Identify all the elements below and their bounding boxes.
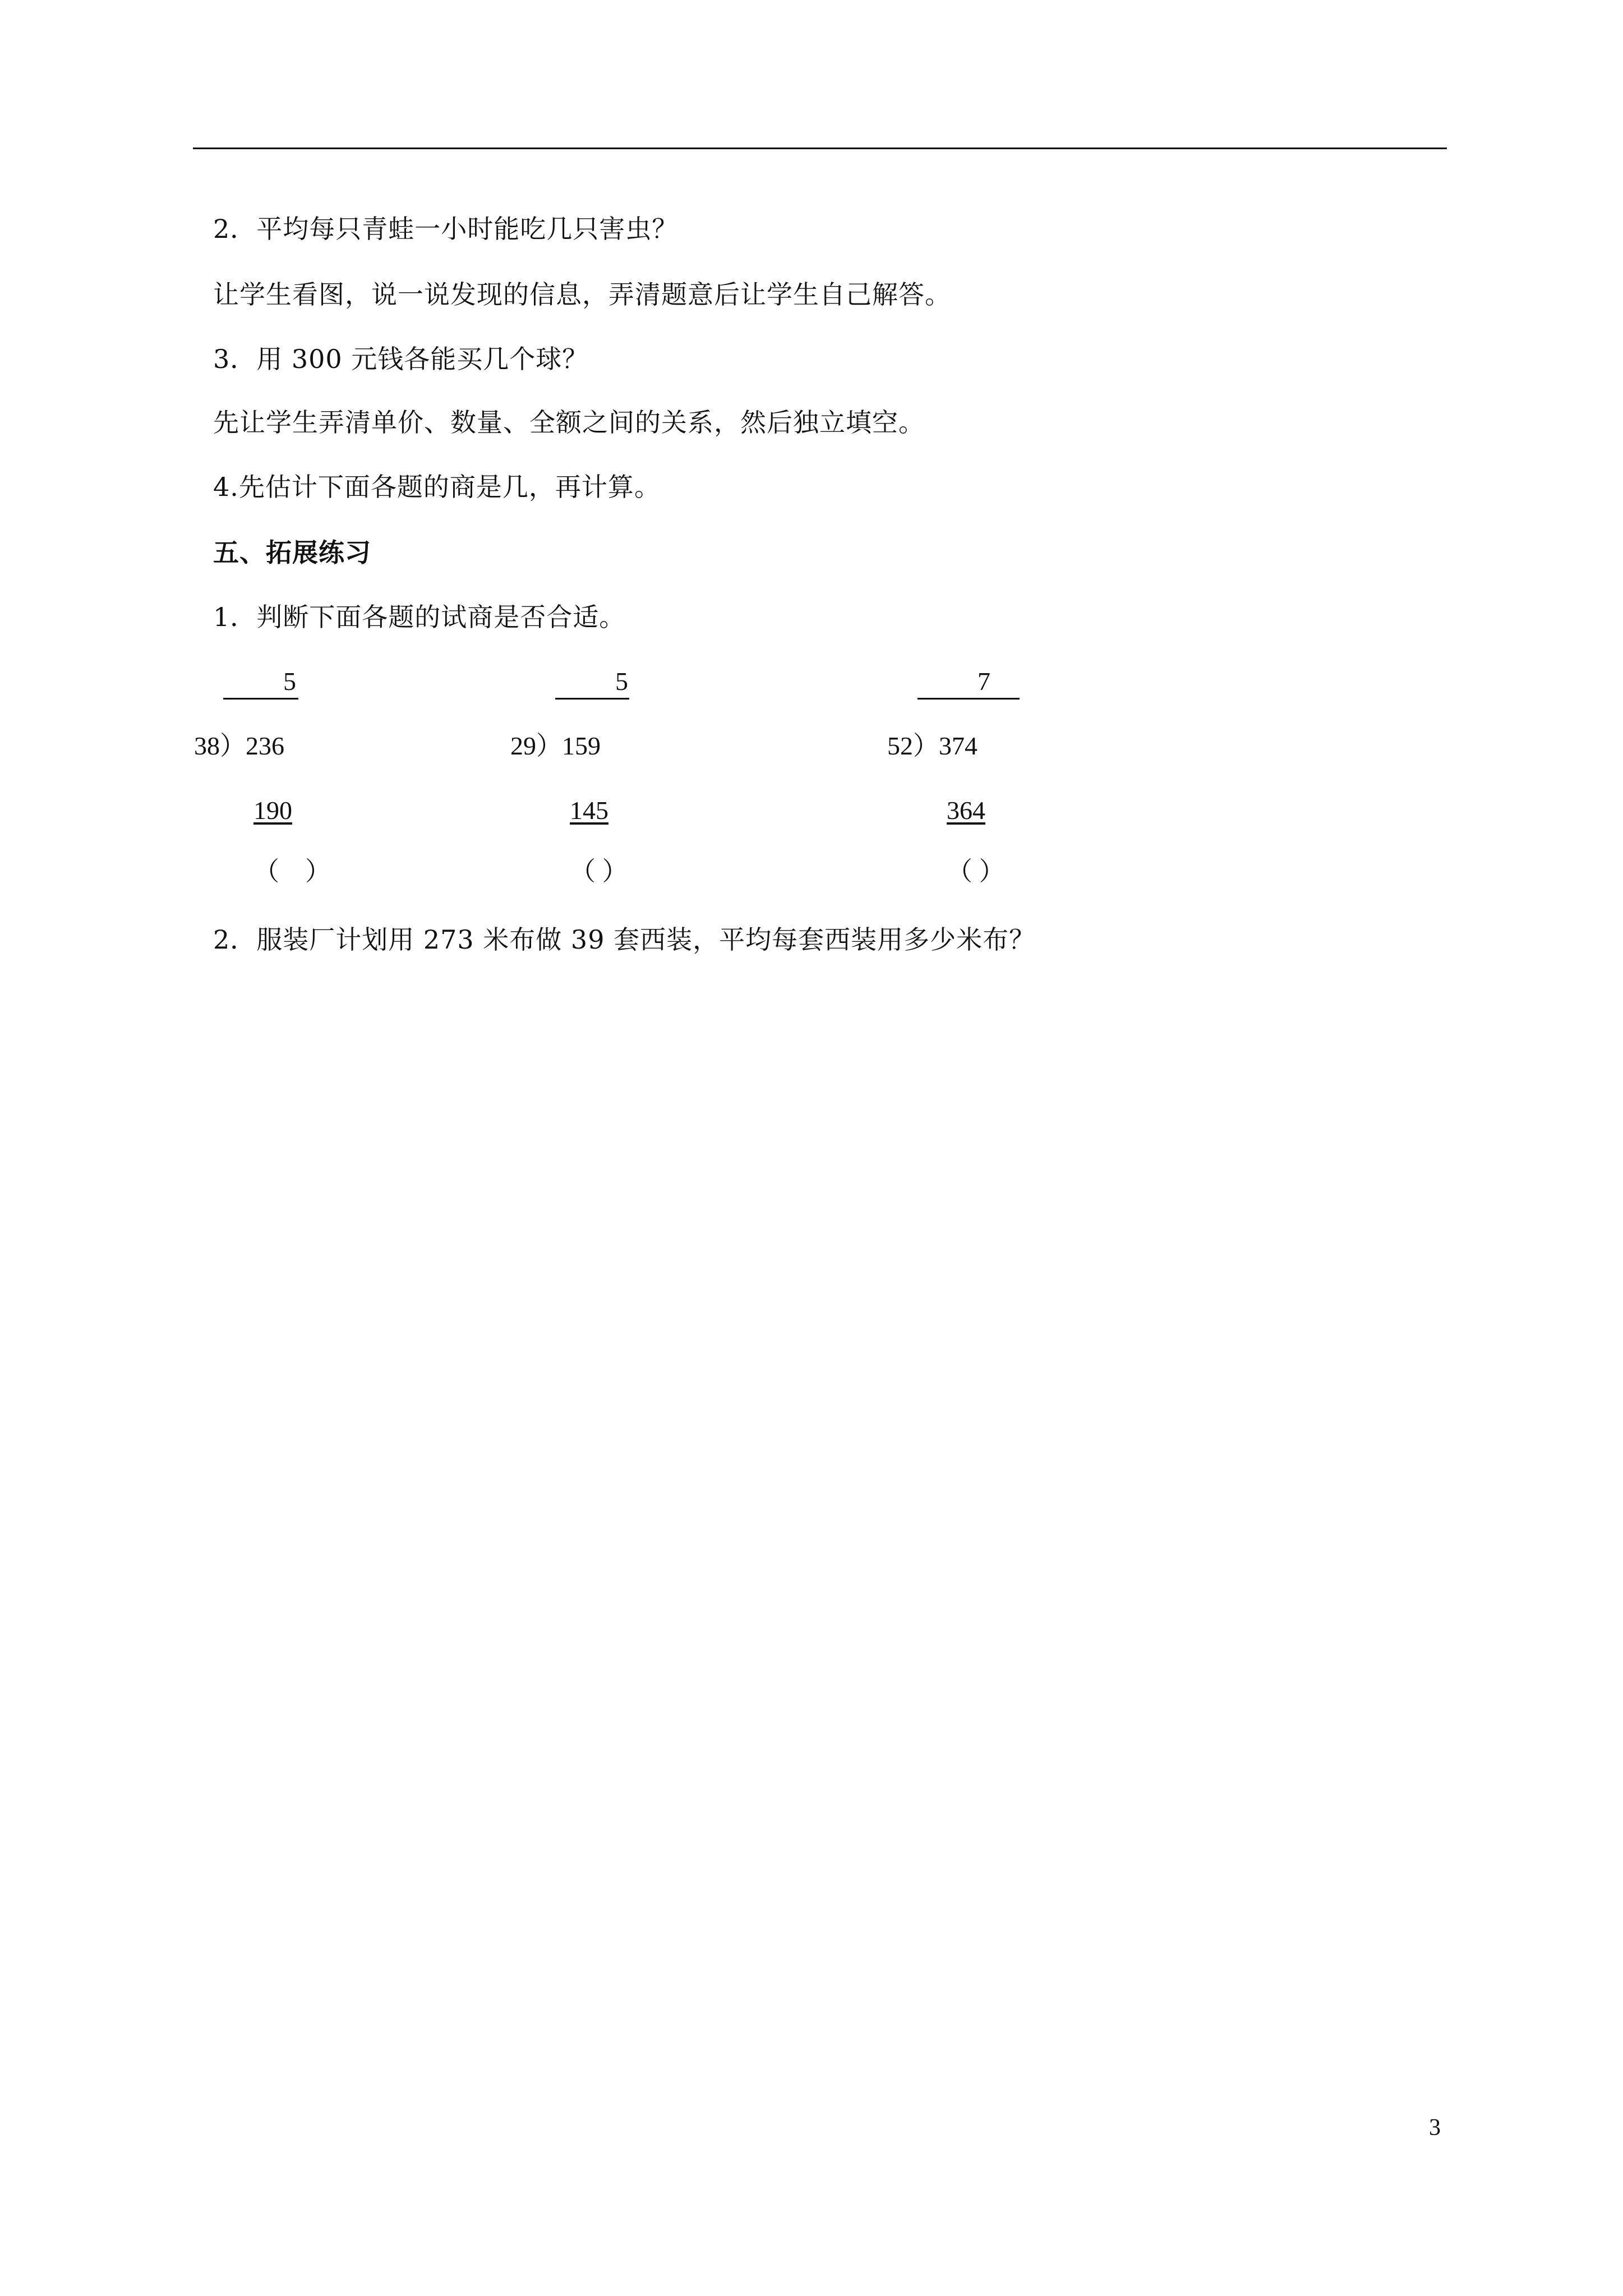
problem-2-quotient: 5 — [555, 665, 629, 700]
item-3-title: 3．用 300 元钱各能买几个球？ — [213, 344, 589, 374]
problem-1-answer-blank[interactable]: （ ） — [253, 857, 331, 886]
item-4-title: 4.先估计下面各题的商是几，再计算。 — [213, 472, 661, 502]
problem-3-quotient: 7 — [917, 665, 1020, 700]
item-2-title: 2．平均每只青蛙一小时能吃几只害虫？ — [213, 214, 679, 244]
page-number: 3 — [1429, 2115, 1441, 2141]
item-2-text: 让学生看图，说一说发现的信息，弄清题意后让学生自己解答。 — [213, 279, 951, 310]
section-heading: 五、拓展练习 — [213, 537, 371, 568]
header-rule — [193, 148, 1447, 149]
problem-2-product: 145 — [570, 796, 608, 825]
question-2-title: 2．服装厂计划用 273 米布做 39 套西装，平均每套西装用多少米布？ — [213, 924, 1036, 955]
problem-1-division: 38）236 — [194, 731, 284, 760]
problem-1-quotient: 5 — [223, 665, 298, 700]
problem-2-division: 29）159 — [510, 731, 601, 760]
item-3-text: 先让学生弄清单价、数量、全额之间的关系，然后独立填空。 — [213, 407, 925, 438]
problem-3-division: 52）374 — [887, 731, 978, 760]
question-1-title: 1．判断下面各题的试商是否合适。 — [213, 602, 626, 632]
problem-1-product: 190 — [253, 796, 292, 825]
problem-3-answer-blank[interactable]: （ ） — [947, 857, 1005, 886]
problem-3-product: 364 — [947, 796, 985, 825]
problem-2-answer-blank[interactable]: （ ） — [570, 857, 628, 886]
